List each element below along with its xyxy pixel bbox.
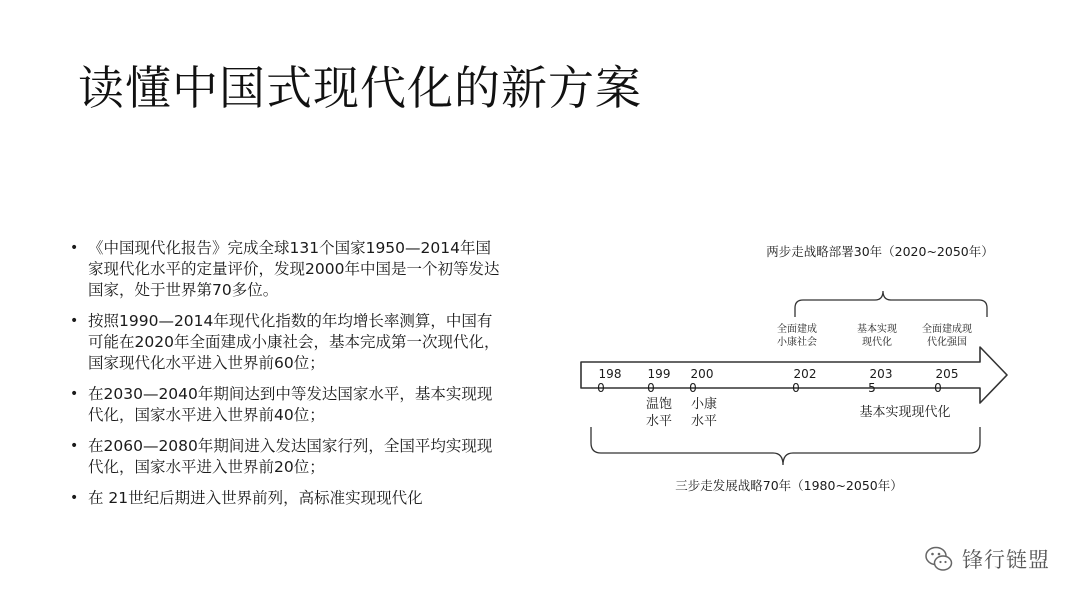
bullet-text: 在2030—2040年期间达到中等发达国家水平，基本实现现代化，国家水平进入世界前40位； <box>88 385 493 424</box>
year-label-wrap: 0 <box>934 381 942 395</box>
year-label-wrap: 5 <box>868 381 876 395</box>
goal-label-line2: 代化强国 <box>927 337 967 348</box>
year-label-wrap: 0 <box>689 381 697 395</box>
two-step-label: 两步走战略部署30年（2020~2050年） <box>766 244 994 259</box>
bullet-text: 在 21世纪后期进入世界前列，高标准实现现代化 <box>88 489 423 507</box>
phase-label: 基本实现现代化 <box>859 405 951 420</box>
bullet-item <box>66 488 506 509</box>
goal-label-line1: 全面建成现 <box>922 324 972 335</box>
stage-label-line2: 水平 <box>645 414 673 429</box>
year-label-wrap: 0 <box>597 381 605 395</box>
timeline-diagram <box>575 225 1015 525</box>
bullet-text: 按照1990—2014年现代化指数的年均增长率测算，中国有可能在2020年全面建成小康社会，基本完成第一次现代化，国家现代化水平进入世界前60位； <box>88 312 500 372</box>
bullet-item <box>66 384 506 426</box>
year-label-wrap: 0 <box>792 381 800 395</box>
goal-label-line2: 小康社会 <box>777 337 817 348</box>
year-label-wrap: 0 <box>647 381 655 395</box>
year-label: 198 <box>598 367 622 381</box>
bullet-item <box>66 436 506 478</box>
year-label: 199 <box>647 367 671 381</box>
year-label: 202 <box>793 367 817 381</box>
top-brace <box>795 291 987 317</box>
bullet-text: 在2060—2080年期间进入发达国家行列，全国平均实现现代化，国家水平进入世界前20位； <box>88 437 493 476</box>
wechat-icon <box>924 544 954 574</box>
watermark <box>924 544 1050 574</box>
watermark-text: 锋行链盟 <box>962 548 1050 572</box>
bottom-brace <box>591 427 980 465</box>
bullet-item <box>66 311 506 374</box>
bullet-dot: • <box>70 240 79 256</box>
bullet-dot: • <box>70 490 79 506</box>
bullet-dot: • <box>70 313 79 329</box>
three-step-label: 三步走发展战略70年（1980~2050年） <box>675 478 903 493</box>
goal-label-line1: 全面建成 <box>777 324 817 335</box>
stage-label-line1: 小康 <box>690 397 718 412</box>
year-label: 205 <box>935 367 959 381</box>
slide-title: 读懂中国式现代化的新方案 <box>78 61 642 115</box>
year-label: 200 <box>690 367 714 381</box>
bullet-text: 《中国现代化报告》完成全球131个国家1950—2014年国家现代化水平的定量评价，发现2000年中国是一个初等发达国家，处于世界第70多位。 <box>88 239 500 299</box>
bullet-dot: • <box>70 438 79 454</box>
bullet-dot: • <box>70 386 79 402</box>
bullet-list <box>66 238 506 519</box>
bullet-item <box>66 238 506 301</box>
year-label: 203 <box>869 367 893 381</box>
stage-label-line1: 温饱 <box>645 397 673 412</box>
goal-label-line1: 基本实现 <box>857 324 897 335</box>
stage-label-line2: 水平 <box>690 414 718 429</box>
goal-label-line2: 现代化 <box>862 337 892 348</box>
